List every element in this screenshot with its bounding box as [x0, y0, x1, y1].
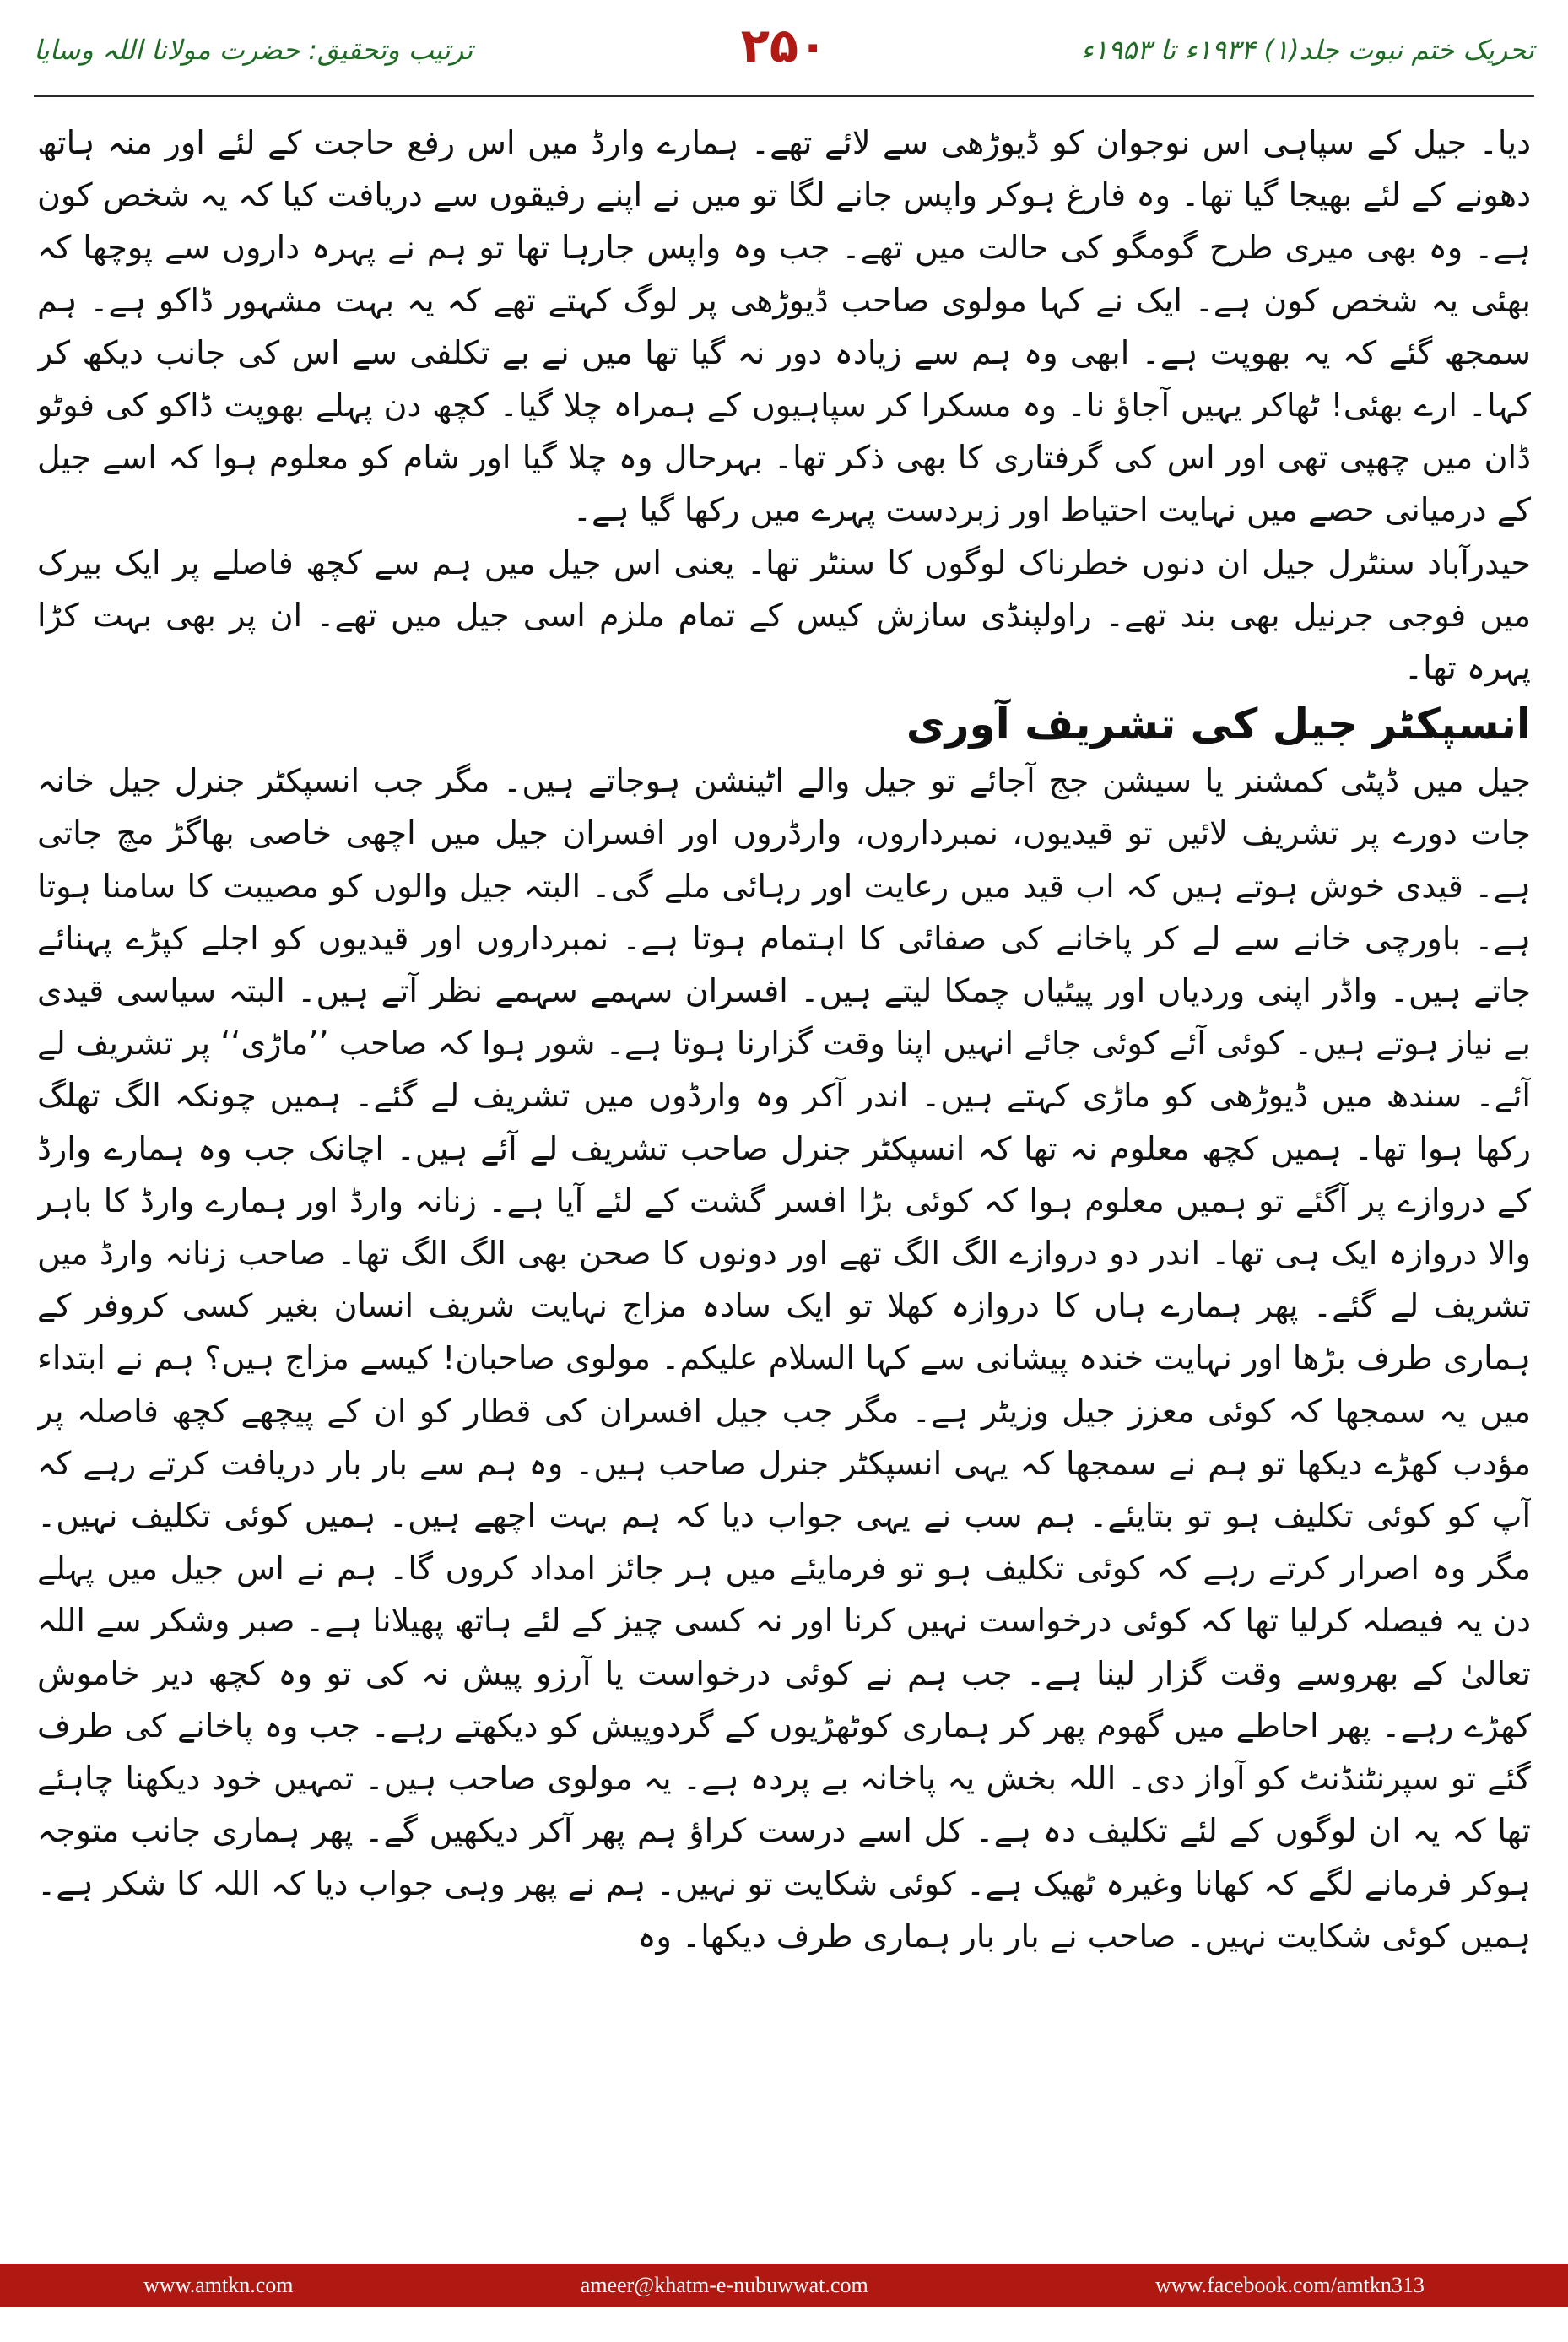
- paragraph-inspector-visit: جیل میں ڈپٹی کمشنر یا سیشن جج آجائے تو جیل والے اٹینشن ہوجاتے ہیں۔ مگر جب انسپکٹر جنرل جیل خانہ جات دورے پر تشریف لائیں تو قیدیوں، نمبرداروں، وارڈروں اور افسران جیل میں اچھی خاصی بھاگڑ مچ جاتی ہے۔ قیدی خوش ہوتے ہیں کہ اب قید میں رعایت اور رہائی ملے گی۔ البتہ جیل والوں کو مصیبت کا سامنا ہوتا ہے۔ باورچی خانے سے لے کر پاخانے کی صفائی کا اہتمام ہوتا ہے۔ نمبرداروں اور قیدیوں کو اجلے کپڑے پہنائے جاتے ہیں۔ واڈر اپنی وردیاں اور پیٹیاں چمکا لیتے ہیں۔ افسران سہمے سہمے نظر آتے ہیں۔ البتہ سیاسی قیدی بے نیاز ہوتے ہیں۔ کوئی آئے کوئی جائے انہیں اپنا وقت گزارنا ہوتا ہے۔ شور ہوا کہ صاحب ’’ماڑی‘‘ پر تشریف لے آئے۔ سندھ میں ڈیوڑھی کو ماڑی کہتے ہیں۔ اندر آکر وہ وارڈوں میں تشریف لے گئے۔ ہمیں چونکہ الگ تھلگ رکھا ہوا تھا۔ ہمیں کچھ معلوم نہ تھا کہ انسپکٹر جنرل صاحب تشریف لے آئے ہیں۔ اچانک جب وہ ہمارے وارڈ کے دروازے پر آگئے تو ہمیں معلوم ہوا کہ کوئی بڑا افسر گشت کے لئے آیا ہے۔ زنانہ وارڈ اور ہمارے وارڈ کا باہر والا دروازہ ایک ہی تھا۔ اندر دو دروازے الگ الگ تھے اور دونوں کا صحن بھی الگ الگ تھا۔ صاحب زنانہ وارڈ میں تشریف لے گئے۔ پھر ہمارے ہاں کا دروازہ کھلا تو ایک سادہ مزاج نہایت شریف انسان بغیر کسی کروفر کے ہماری طرف بڑھا اور نہایت خندہ پیشانی سے کہا السلام علیکم۔ مولوی صاحبان! کیسے مزاج ہیں؟ ہم نے ابتداء میں یہ سمجھا کہ کوئی معزز جیل وزیٹر ہے۔ مگر جب جیل افسران کی قطار کو ان کے پیچھے کچھ فاصلہ پر مؤدب کھڑے دیکھا تو ہم نے سمجھا کہ یہی انسپکٹر جنرل صاحب ہیں۔ وہ ہم سے بار بار دریافت کرتے رہے کہ آپ کو کوئی تکلیف ہو تو بتایئے۔ ہم سب نے یہی جواب دیا کہ ہم بہت اچھے ہیں۔ ہمیں کوئی تکلیف نہیں۔ مگر وہ اصرار کرتے رہے کہ کوئی تکلیف ہو تو فرمایئے میں ہر جائز امداد کروں گا۔ ہم نے اس جیل میں پہلے دن یہ فیصلہ کرلیا تھا کہ کوئی درخواست نہیں کرنا اور نہ کسی چیز کے لئے ہاتھ پھیلانا ہے۔ صبر وشکر سے اللہ تعالیٰ کے بھروسے وقت گزار لینا ہے۔ جب ہم نے کوئی درخواست یا آرزو پیش نہ کی تو وہ کچھ دیر خاموش کھڑے رہے۔ پھر احاطے میں گھوم پھر کر ہماری کوٹھڑیوں کے گردوپیش کو دیکھتے رہے۔ جب وہ پاخانے کی طرف گئے تو سپرنٹنڈنٹ کو آواز دی۔ اللہ بخش یہ پاخانہ بے پردہ ہے۔ یہ مولوی صاحب ہیں۔ تمہیں خود دیکھنا چاہئے تھا کہ یہ ان لوگوں کے لئے تکلیف دہ ہے۔ کل اسے درست کراؤ ہم پھر آکر دیکھیں گے۔ پھر ہماری جانب متوجہ ہوکر فرمانے لگے کہ کھانا وغیرہ ٹھیک ہے۔ کوئی شکایت تو نہیں۔ ہم نے پھر وہی جواب دیا کہ اللہ کا شکر ہے۔ ہمیں کوئی شکایت نہیں۔ صاحب نے بار بار ہماری طرف دیکھا۔ وہ: [37, 762, 1531, 1955]
- paragraph-bhupat: دیا۔ جیل کے سپاہی اس نوجوان کو ڈیوڑھی سے لائے تھے۔ ہمارے وارڈ میں اس رفع حاجت کے لئے اور منہ ہاتھ دھونے کے لئے بھیجا گیا تھا۔ وہ فارغ ہوکر واپس جانے لگا تو میں نے اپنے رفیقوں سے دریافت کیا کہ یہ شخص کون ہے۔ وہ بھی میری طرح گومگو کی حالت میں تھے۔ جب وہ واپس جارہا تھا تو ہم نے پہرہ داروں سے پوچھا کہ بھئی یہ شخص کون ہے۔ ایک نے کہا مولوی صاحب ڈیوڑھی پر لوگ کہتے تھے کہ یہ بہت مشہور ڈاکو ہے۔ ہم سمجھ گئے کہ یہ بھوپت ہے۔ ابھی وہ ہم سے زیادہ دور نہ گیا تھا میں نے بے تکلفی سے اس کی جانب دیکھ کر کہا۔ ارے بھئی! ٹھاکر یہیں آجاؤ نا۔ وہ مسکرا کر سپاہیوں کے ہمراہ چلا گیا۔ کچھ دن پہلے بھوپت ڈاکو کی فوٹو ڈان میں چھپی تھی اور اس کی گرفتاری کا بھی ذکر تھا۔ بہرحال وہ چلا گیا اور شام کو معلوم ہوا کہ اسے جیل کے درمیانی حصے میں نہایت احتیاط اور زبردست پہرے میں رکھا گیا ہے۔: [37, 124, 1531, 529]
- footer-facebook-link[interactable]: www.facebook.com/amtkn313: [1154, 2273, 1425, 2297]
- footer-website-link[interactable]: www.amtkn.com: [143, 2273, 294, 2297]
- footer-email-link[interactable]: ameer@khatm-e-nubuwwat.com: [580, 2273, 868, 2297]
- page-header: [34, 15, 1534, 88]
- page-footer: [0, 2264, 1568, 2307]
- compiler-credit: ترتیب وتحقیق: حضرت مولانا اللہ وسایا: [34, 34, 473, 66]
- paragraph-central-jail: حیدرآباد سنٹرل جیل ان دنوں خطرناک لوگوں کا سنٹر تھا۔ یعنی اس جیل میں ہم سے کچھ فاصلے پر ایک بیرک میں فوجی جرنیل بھی بند تھے۔ راولپنڈی سازش کیس کے تمام ملزم اسی جیل میں تھے۔ ان پر بھی بہت کڑا پہرہ تھا۔: [37, 544, 1531, 687]
- page-number: ۲۵۰: [740, 19, 828, 73]
- header-divider: [34, 95, 1534, 97]
- book-title: تحریک ختم نبوت جلد(۱) ۱۹۳۴ء تا ۱۹۵۳ء: [1080, 34, 1534, 66]
- page-body: [37, 116, 1531, 2235]
- section-heading: انسپکٹر جیل کی تشریف آوری: [906, 700, 1531, 749]
